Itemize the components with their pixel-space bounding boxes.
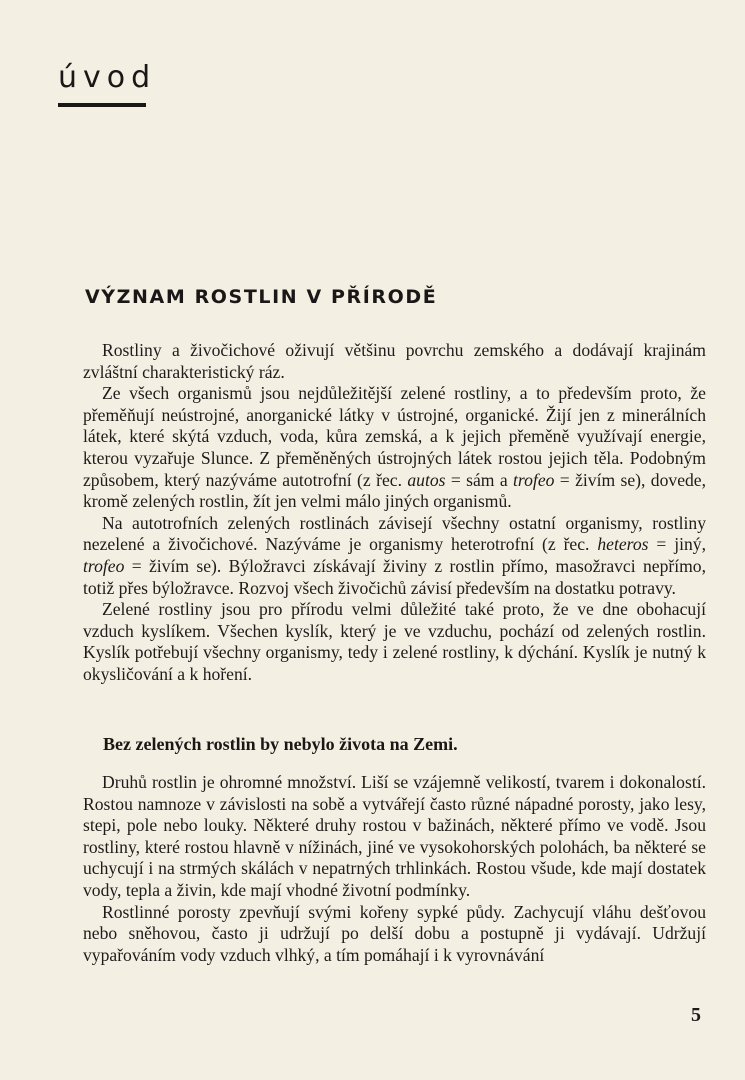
page-number: 5 xyxy=(691,1004,701,1026)
paragraph: Rostlinné porosty zpevňují svými kořeny sypké půdy. Zachycují vláhu dešťovou nebo sněhovou, často ji udržují po delší dobu a postupně ji vydávají. Udržují vypařováním vody vzduch vlhký, a tím pomáhají i k vyrovnávání xyxy=(83,901,706,965)
text-span: = živím se). Býložravci získávají živiny z rostlin přímo, masožravci nepřímo, totiž přes býložravce. Rozvoj všech živočichů závisí především na dostatku potravy. xyxy=(83,555,706,598)
paragraph xyxy=(83,383,706,513)
italic-term: heteros xyxy=(597,534,649,555)
chapter-title: úvod xyxy=(58,60,157,95)
text-span: = sám a xyxy=(445,469,514,490)
text-span: = živím se), dovede, kromě zelených rostlin, žít jen velmi málo jiných organismů. xyxy=(83,469,707,512)
section-title: VÝZNAM ROSTLIN V PŘÍRODĚ xyxy=(85,286,438,308)
chapter-underline xyxy=(58,103,146,107)
body-text-block-1 xyxy=(83,340,706,686)
italic-term: autos xyxy=(407,469,446,490)
text-span: Na autotrofních zelených rostlinách závisejí všechny ostatní organismy, rostliny nezelené a živočichové. Nazýváme je organismy heterotrofní (z řec. xyxy=(83,512,706,555)
paragraph: Druhů rostlin je ohromné množství. Liší se vzájemně velikostí, tvarem i dokonalostí. Rostou namnoze v závislosti na sobě a vytvářejí často různé nápadné porosty, jako lesy, stepi, pole nebo louky. Některé druhy rostou v bažinách, některé přímo ve vodě. Jsou rostliny, které rostou hlavně v nížinách, jiné ve vysokohorských polohách, ba některé se uchycují i na strmých skálách v nepatrných trhlinkách. Rostou všude, kde mají dostatek vody, tepla a živin, kde mají vhodné životní podmínky. xyxy=(83,772,706,900)
paragraph xyxy=(83,513,706,599)
text-span: Ze všech organismů jsou nejdůležitější zelené rostliny, a to především proto, že přeměňují neústrojné, anorganické látky v ústrojné, organické. Žijí jen z minerálních látek, které skýtá vzduch, voda, kůra zemská, a k jejich přeměně využívají energie, kterou vyzařuje Slunce. Z přeměněných ústrojných látek rostou jejich těla. Podobným způsobem, který nazýváme autotrofní (z řec. xyxy=(83,383,706,490)
text-span: = jiný, xyxy=(648,534,707,555)
paragraph: Zelené rostliny jsou pro přírodu velmi důležité také proto, že ve dne obohacují vzduch kyslíkem. Všechen kyslík, který je ve vzduchu, pochází od zelených rostlin. Kyslík potřebují všechny organismy, tedy i zelené rostliny, k dýchání. Kyslík je nutný k okysličování a k hoření. xyxy=(83,599,706,684)
body-text-block-2 xyxy=(83,772,706,966)
italic-term: trofeo xyxy=(513,469,555,490)
paragraph: Rostliny a živočichové oživují většinu povrchu zemského a dodávají krajinám zvláštní charakteristický ráz. xyxy=(83,340,706,382)
sub-heading: Bez zelených rostlin by nebylo života na Zemi. xyxy=(103,734,458,754)
italic-term: trofeo xyxy=(83,555,125,576)
